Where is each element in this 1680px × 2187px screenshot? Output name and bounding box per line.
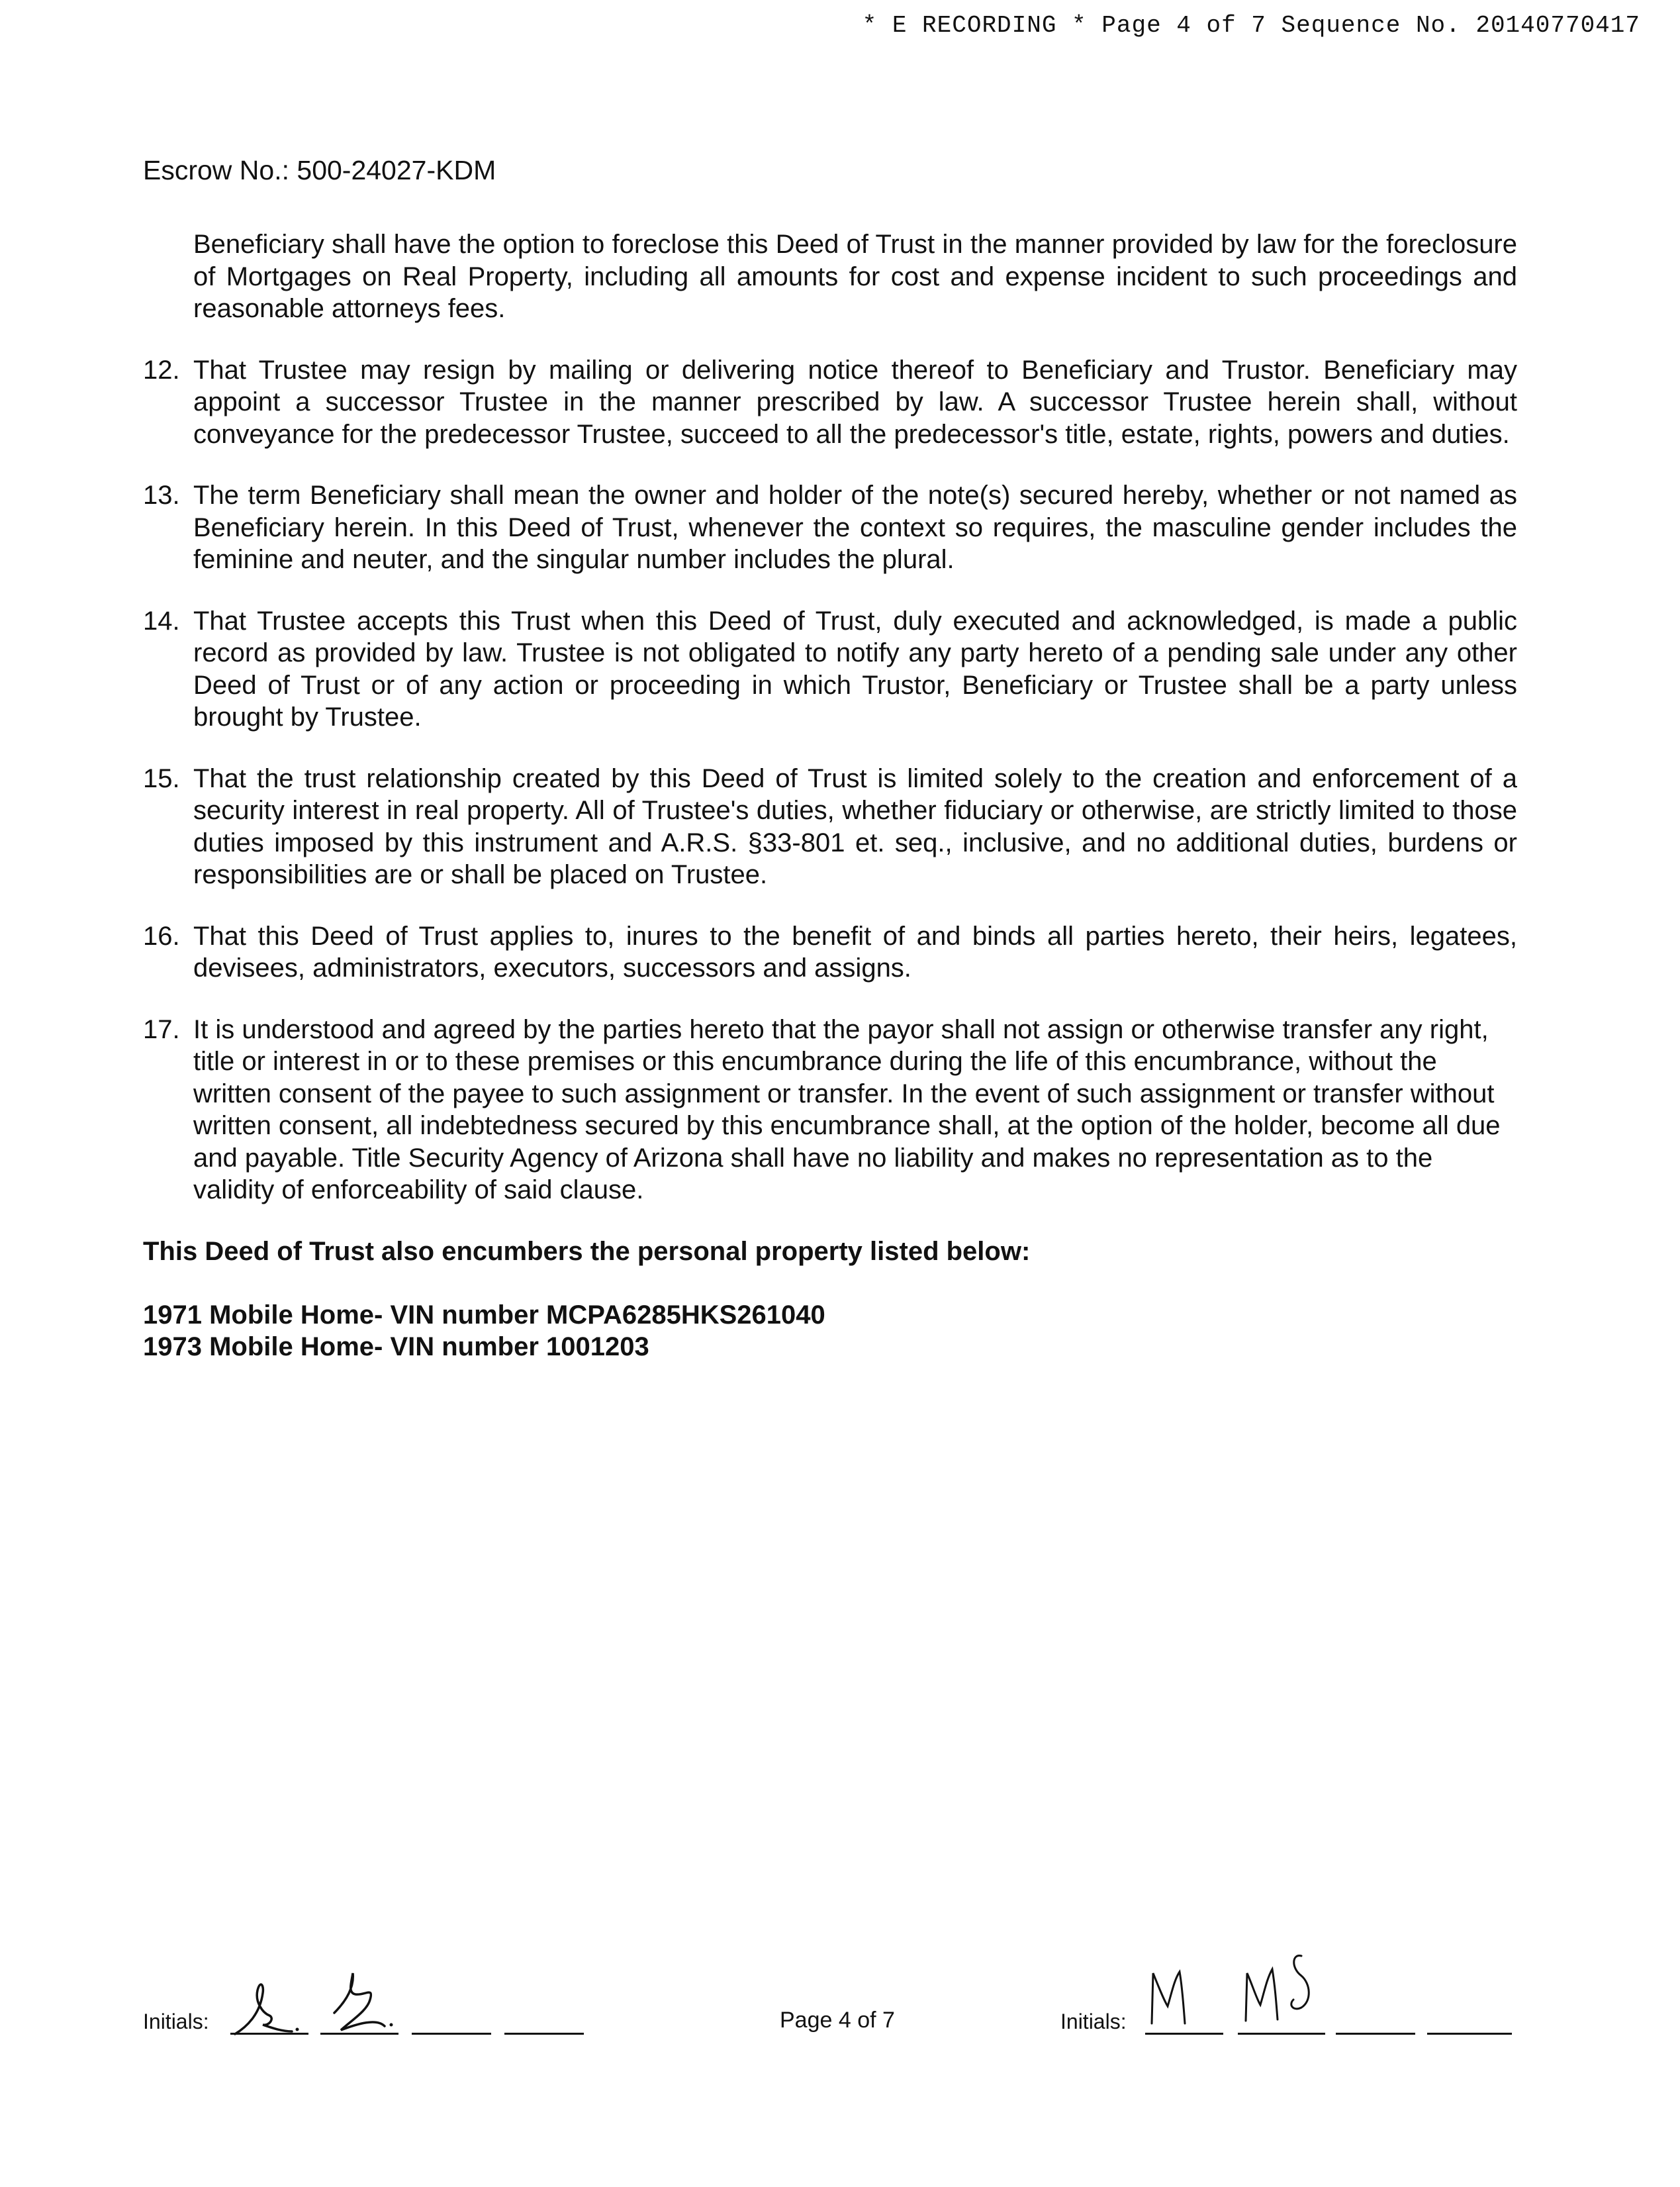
- clause-text: The term Beneficiary shall mean the owner and holder of the note(s) secured hereby, whether or not named as Beneficiary herein. In this Deed of Trust, whenever the context so requires, the masculine gender includes the feminine and neuter, and the singular number includes the plural.: [193, 481, 1517, 574]
- escrow-number: Escrow No.: 500-24027-KDM: [143, 155, 496, 185]
- clause-17: [143, 1014, 1517, 1206]
- clause-12: [143, 354, 1517, 451]
- handwritten-initials-signature: [1238, 1947, 1330, 2026]
- left-initials-label: Initials:: [143, 2010, 209, 2033]
- vin-line-1971: 1971 Mobile Home- VIN number MCPA6285HKS261040: [143, 1300, 825, 1330]
- clause-13: [143, 479, 1517, 576]
- clause-number: 12.: [143, 355, 180, 385]
- clause-number: 16.: [143, 921, 180, 951]
- clause-16: [143, 920, 1517, 985]
- recording-header: * E RECORDING * Page 4 of 7 Sequence No. 20140770417: [862, 12, 1640, 39]
- encumbers-heading: This Deed of Trust also encumbers the personal property listed below:: [143, 1236, 1031, 1266]
- page-number: Page 4 of 7: [780, 2008, 895, 2033]
- vin-line-1973: 1973 Mobile Home- VIN number 1001203: [143, 1332, 649, 1361]
- clause-text: It is understood and agreed by the parties hereto that the payor shall not assign or otherwise transfer any right, title or interest in or to these premises or this encumbrance during the life of this encumbrance, without the written consent of the payee to such assignment or transfer. In the event of such assignment or transfer without written consent, all indebtedness secured by this encumbrance shall, at the option of the holder, become all due and payable. Title Security Agency of Arizona shall have no liability and makes no representation as to the validity of enforceability of said clause.: [193, 1014, 1501, 1204]
- initials-blank: [1427, 2033, 1512, 2035]
- intro-paragraph: Beneficiary shall have the option to foreclose this Deed of Trust in the manner provided by law for the foreclosure of Mortgages on Real Property, including all amounts for cost and expense incident to such proceedings and reasonable attorneys fees.: [193, 230, 1517, 323]
- clause-number: 17.: [143, 1014, 180, 1044]
- clause-14: [143, 605, 1517, 734]
- handwritten-initials-signature: [321, 1967, 414, 2039]
- clause-number: 15.: [143, 763, 180, 793]
- initials-blank: [504, 2033, 584, 2035]
- handwritten-initials-signature: [1144, 1960, 1217, 2026]
- initials-blank: [1336, 2033, 1415, 2035]
- clause-text: That Trustee may resign by mailing or delivering notice thereof to Beneficiary and Trustor. Beneficiary may appoint a successor Trustee in the manner prescribed by law. A successor Trustee herein shall, without conveyance for the predecessor Trustee, succeed to all the predecessor's title, estate, rights, powers and duties.: [193, 355, 1517, 449]
- handwritten-initials-signature: [228, 1973, 321, 2039]
- clause-15: [143, 763, 1517, 891]
- clause-number: 14.: [143, 606, 180, 636]
- initials-blank: [412, 2033, 491, 2035]
- clause-text: That Trustee accepts this Trust when this Deed of Trust, duly executed and acknowledged, is made a public record as provided by law. Trustee is not obligated to notify any party hereto of a pending sale under any other Deed of Trust or of any action or proceeding in which Trustor, Beneficiary or Trustee shall be a party unless brought by Trustee.: [193, 606, 1517, 732]
- right-initials-label: Initials:: [1060, 2010, 1127, 2033]
- initials-blank: [1238, 2033, 1325, 2035]
- page-footer: [0, 1947, 1680, 2033]
- clause-text: That this Deed of Trust applies to, inures to the benefit of and binds all parties hereto, their heirs, legatees, devisees, administrators, executors, successors and assigns.: [193, 921, 1517, 983]
- document-body: [143, 228, 1517, 1363]
- clause-text: That the trust relationship created by this Deed of Trust is limited solely to the creation and enforcement of a security interest in real property. All of Trustee's duties, whether fiduciary or otherwise, are strictly limited to those duties imposed by this instrument and A.R.S. §33-801 et. seq., inclusive, and no additional duties, burdens or responsibilities are or shall be placed on Trustee.: [193, 763, 1517, 889]
- clause-number: 13.: [143, 481, 180, 510]
- initials-blank: [1145, 2033, 1223, 2035]
